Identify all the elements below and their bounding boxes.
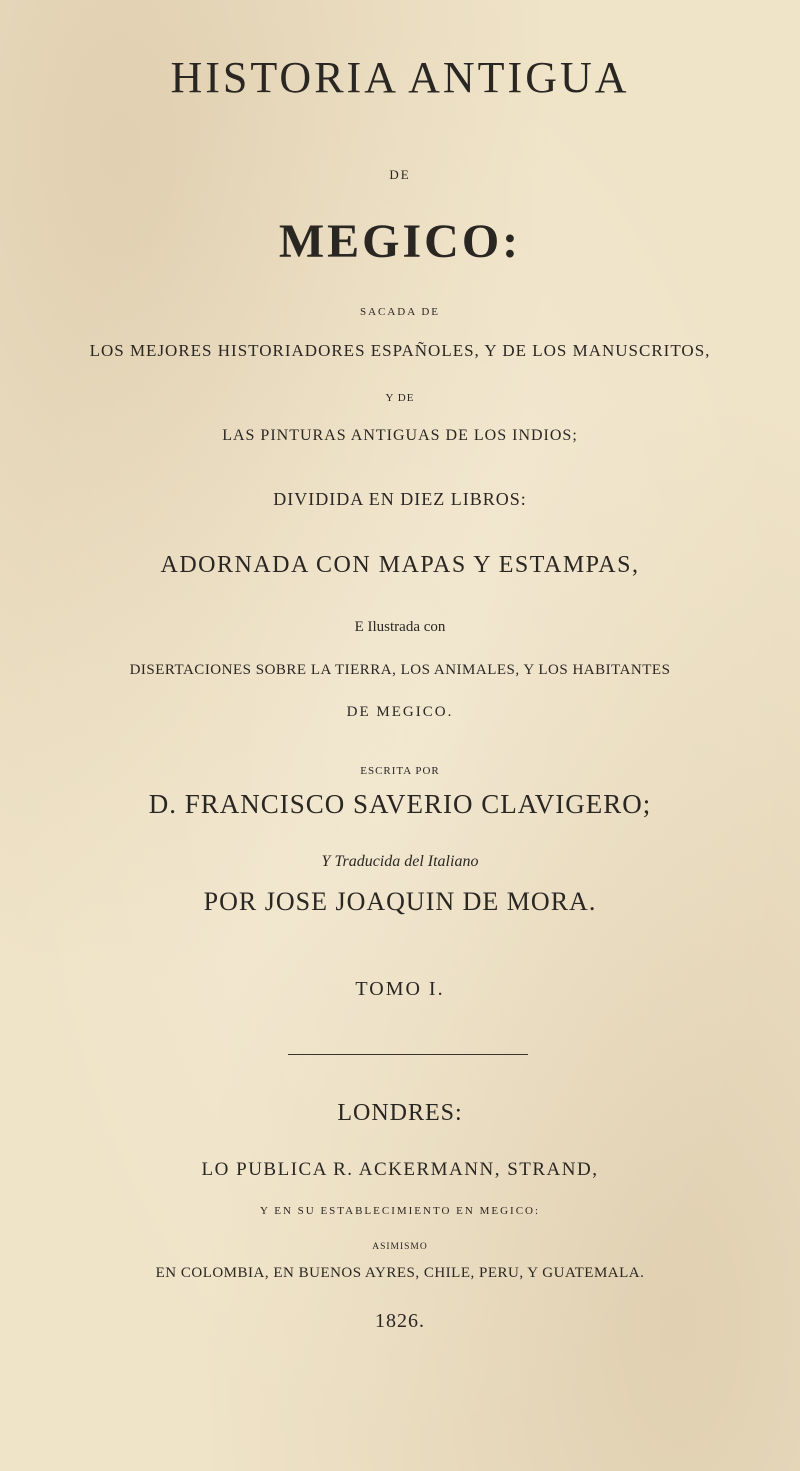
written-by-label: ESCRITA POR (360, 765, 440, 777)
volume-number: TOMO I. (355, 978, 445, 1000)
division-note: DIVIDIDA EN DIEZ LIBROS: (273, 489, 527, 509)
dissertations-line-2: DE MEGICO. (346, 704, 454, 720)
translation-note: Y Traducida del Italiano (321, 853, 479, 870)
imprint-publisher: LO PUBLICA R. ACKERMANN, STRAND, (201, 1159, 599, 1180)
publication-year: 1826. (375, 1310, 425, 1332)
sources-line-1: LOS MEJORES HISTORIADORES ESPAÑOLES, Y DE LOS MANUSCRITOS, (89, 341, 711, 360)
sources-connector: Y DE (385, 392, 415, 404)
book-title-place: MEGICO: (278, 215, 522, 268)
dissertations-line-1: DISERTACIONES SOBRE LA TIERRA, LOS ANIMALES, Y LOS HABITANTES (129, 662, 671, 678)
translator-name: POR JOSE JOAQUIN DE MORA. (203, 887, 597, 916)
sources-line-2: LAS PINTURAS ANTIGUAS DE LOS INDIOS; (222, 427, 578, 444)
author-name: D. FRANCISCO SAVERIO CLAVIGERO; (148, 789, 652, 819)
imprint-likewise: ASIMISMO (372, 1242, 428, 1252)
imprint-city: LONDRES: (337, 1100, 463, 1126)
illustrated-with: E Ilustrada con (354, 619, 446, 635)
imprint-countries: EN COLOMBIA, EN BUENOS AYRES, CHILE, PERU, Y GUATEMALA. (155, 1265, 645, 1281)
imprint-establishment: Y EN SU ESTABLECIMIENTO EN MEGICO: (259, 1205, 541, 1217)
book-title: HISTORIA ANTIGUA (170, 53, 630, 102)
title-connector-de: DE (389, 167, 411, 182)
sacada-de-label: SACADA DE (359, 306, 441, 318)
adornment-note: ADORNADA CON MAPAS Y ESTAMPAS, (160, 552, 640, 578)
divider-rule (288, 1054, 528, 1055)
